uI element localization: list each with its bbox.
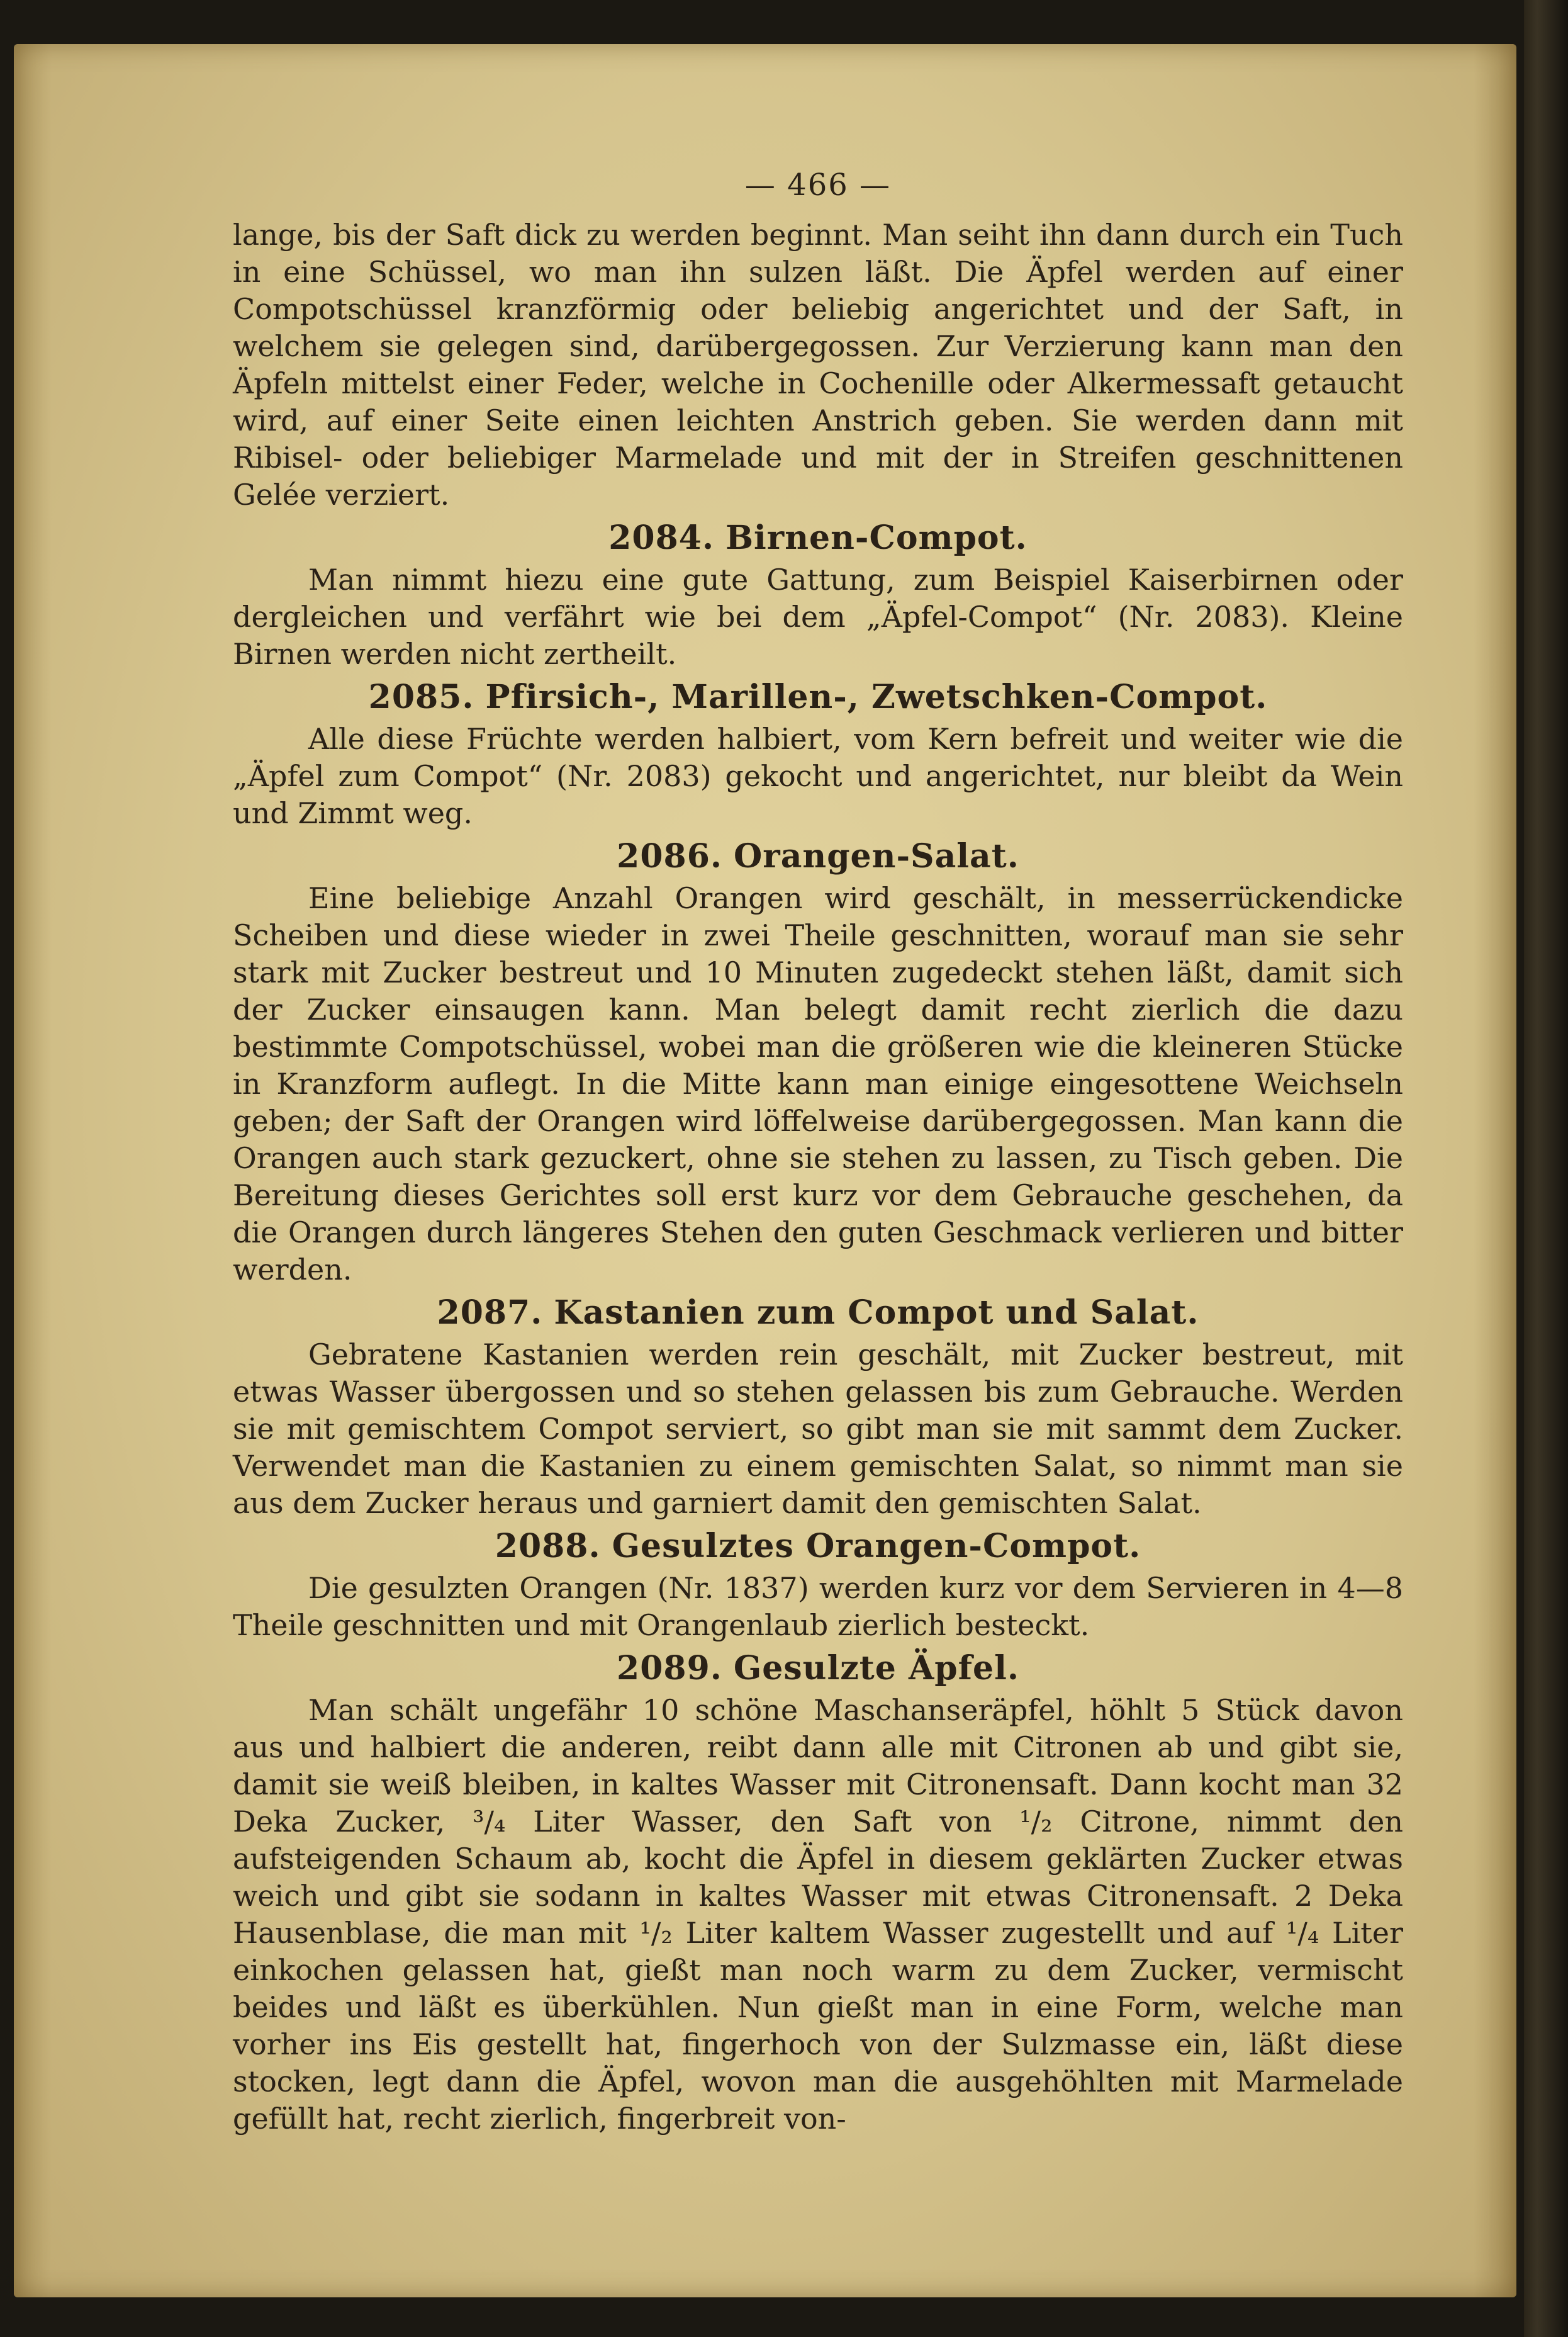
recipe-2086 — [233, 836, 1403, 1288]
recipe-heading — [233, 1292, 1403, 1334]
recipe-text: Eine beliebige Anzahl Orangen wird geschält, in messerrückendicke Scheiben und diese wieder in zwei Theile geschnitten, worauf man sie sehr stark mit Zucker bestreut und 10 Minuten zugedeckt stehen läßt, damit sich der Zucker einsaugen kann. Man belegt damit recht zierlich die dazu bestimmte Compotschüssel, wobei man die größeren wie die kleineren Stücke in Kranzform auflegt. In die Mitte kann man einige eingesottene Weichseln geben; der Saft der Orangen wird löffelweise darübergegossen. Man kann die Orangen auch stark gezuckert, ohne sie stehen zu lassen, zu Tisch geben. Die Bereitung dieses Gerichtes soll erst kurz vor dem Gebrauche geschehen, da die Orangen durch längeres Stehen den guten Geschmack verlieren und bitter werden. — [233, 881, 1403, 1287]
recipe-2089 — [233, 1648, 1403, 2137]
recipe-text: Gebratene Kastanien werden rein geschält, mit Zucker bestreut, mit etwas Wasser übergossen und so stehen gelassen bis zum Gebrauche. Werden sie mit gemischtem Compot serviert, so gibt man sie mit sammt dem Zucker. Verwendet man die Kastanien zu einem gemischten Salat, so nimmt man sie aus dem Zucker heraus und garniert damit den gemischten Salat. — [233, 1337, 1403, 1520]
recipe-number: 2087. — [437, 1293, 543, 1332]
recipe-title: Birnen-Compot. — [725, 519, 1028, 557]
recipe-heading — [233, 836, 1403, 877]
recipe-2085 — [233, 677, 1403, 832]
recipe-title: Gesulztes Orangen-Compot. — [612, 1527, 1141, 1565]
recipe-heading — [233, 517, 1403, 559]
page-content — [233, 167, 1403, 2137]
recipe-2087 — [233, 1292, 1403, 1522]
page-number: — 466 — — [744, 167, 892, 203]
recipe-title: Orangen-Salat. — [734, 837, 1019, 876]
recipe-title: Gesulzte Äpfel. — [733, 1649, 1019, 1687]
recipe-number: 2086. — [617, 837, 722, 876]
recipe-heading — [233, 677, 1403, 718]
book-spine — [1524, 0, 1568, 2337]
recipe-heading — [233, 1648, 1403, 1689]
recipe-title: Pfirsich-, Marillen-, Zwetschken-Compot. — [485, 678, 1268, 716]
recipe-number: 2088. — [495, 1527, 601, 1565]
continuation-paragraph: lange, bis der Saft dick zu werden beginnt. Man seiht ihn dann durch ein Tuch in eine Schüssel, wo man ihn sulzen läßt. Die Äpfel werden auf einer Compotschüssel kranzförmig oder beliebig angerichtet und der Saft, in welchem sie gelegen sind, darübergegossen. Zur Verzierung kann man den Äpfeln mittelst einer Feder, welche in Cochenille oder Alkermessaft getaucht wird, auf einer Seite einen leichten Anstrich geben. Sie werden dann mit Ribisel- oder beliebiger Marmelade und mit der in Streifen geschnittenen Gelée verziert. — [233, 218, 1403, 512]
recipe-number: 2089. — [617, 1649, 722, 1687]
recipe-2088 — [233, 1526, 1403, 1644]
recipe-2084 — [233, 517, 1403, 673]
recipe-number: 2085. — [368, 678, 474, 716]
recipe-text: Man schält ungefähr 10 schöne Maschanseräpfel, höhlt 5 Stück davon aus und halbiert die anderen, reibt dann alle mit Citronen ab und gibt sie, damit sie weiß bleiben, in kaltes Wasser mit Citronensaft. Dann kocht man 32 Deka Zucker, ³/₄ Liter Wasser, den Saft von ¹/₂ Citrone, nimmt den aufsteigenden Schaum ab, kocht die Äpfel in diesem geklärten Zucker etwas weich und gibt sie sodann in kaltes Wasser mit etwas Citronensaft. 2 Deka Hausenblase, die man mit ¹/₂ Liter kaltem Wasser zugestellt und auf ¹/₄ Liter einkochen gelassen hat, gießt man noch warm zu dem Zucker, vermischt beides und läßt es überkühlen. Nun gießt man in eine Form, welche man vorher ins Eis gestellt hat, fingerhoch von der Sulzmasse ein, läßt diese stocken, legt dann die Äpfel, wovon man die ausgehöhlten mit Marmelade gefüllt hat, recht zierlich, fingerbreit von- — [233, 1693, 1403, 2136]
recipe-text: Man nimmt hiezu eine gute Gattung, zum Beispiel Kaiserbirnen oder dergleichen und verfährt wie bei dem „Äpfel-Compot“ (Nr. 2083). Kleine Birnen werden nicht zertheilt. — [233, 563, 1403, 671]
recipe-number: 2084. — [608, 519, 715, 557]
recipe-heading — [233, 1526, 1403, 1567]
recipe-text: Die gesulzten Orangen (Nr. 1837) werden kurz vor dem Servieren in 4—8 Theile geschnitten und mit Orangenlaub zierlich besteckt. — [233, 1571, 1403, 1642]
recipe-title: Kastanien zum Compot und Salat. — [554, 1293, 1199, 1332]
recipe-text: Alle diese Früchte werden halbiert, vom Kern befreit und weiter wie die „Äpfel zum Compot“ (Nr. 2083) gekocht und angerichtet, nur bleibt da Wein und Zimmt weg. — [233, 722, 1403, 830]
